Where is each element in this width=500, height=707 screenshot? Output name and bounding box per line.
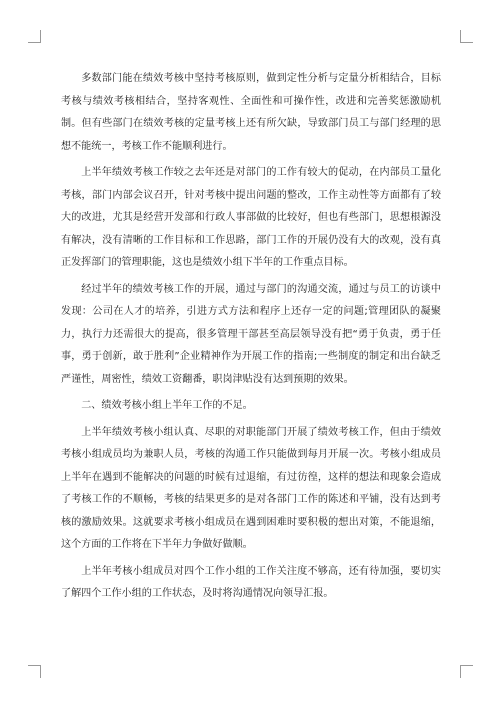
crop-mark-bottom-right (460, 665, 473, 678)
document-body (61, 68, 441, 610)
paragraph-5: 上半年考核小组成员对四个工作小组的工作关注度不够高，还有待加强，要切实了解四个工作小组的工作状态，及时将沟通情况向领导汇报。 (61, 565, 441, 599)
paragraph-4: 上半年绩效考核小组认真、尽职的对职能部门开展了绩效考核工作，但由于绩效考核小组成员均为兼职人员，考核的沟通工作只能做到每月开展一次。考核小组成员上半年在遇到不能解决的问题的时候有过退缩，有过彷徨，这样的想法和现象会造成了考核工作的不顺畅，考核的结果更多的是对各部门工作的陈述和平铺，没有达到考核的激励效果。这就要求考核小组成员在遇到困难时要积极的想出对策，不能退缩，这个方面的工作将在下半年力争做好做顺。 (61, 426, 441, 550)
crop-mark-top-left (28, 30, 41, 43)
paragraph-2: 上半年绩效考核工作较之去年还是对部门的工作有较大的促动，在内部员工量化考核，部门内部会议召开，针对考核中提出问题的整改，工作主动性等方面都有了较大的改进，尤其是经营开发部和行政人事部做的比较好，但也有些部门，思想根源没有解决，没有清晰的工作目标和工作思路，部门工作的开展仍没有大的改观，没有真正发挥部门的管理职能，这也是绩效小组下半年的工作重点目标。 (61, 167, 441, 268)
paragraph-3: 经过半年的绩效考核工作的开展，通过与部门的沟通交流，通过与员工的访谈中发现：公司在人才的培养，引进方式方法和程序上还存一定的问题;管理团队的凝聚力，执行力还需很大的提高，很多管理干部甚至高层领导没有把“勇于负责，勇于任事，勇于创新，敢于胜利”企业精神作为开展工作的指南;一些制度的制定和出台缺乏严谨性，周密性，绩效工资翻番，职岗津贴没有达到预期的效果。 (61, 283, 441, 385)
crop-mark-bottom-left (28, 665, 41, 678)
section-heading: 二、绩效考核小组上半年工作的不足。 (81, 400, 253, 411)
paragraph-1: 多数部门能在绩效考核中坚持考核原则，做到定性分析与定量分析相结合，目标考核与绩效考核相结合，坚持客观性、全面性和可操作性，改进和完善奖惩激励机制。但有些部门在绩效考核的定量考核上还有所欠缺，导致部门员工与部门经理的思想不能统一，考核工作不能顺利进行。 (61, 73, 441, 152)
crop-mark-top-right (460, 30, 473, 43)
